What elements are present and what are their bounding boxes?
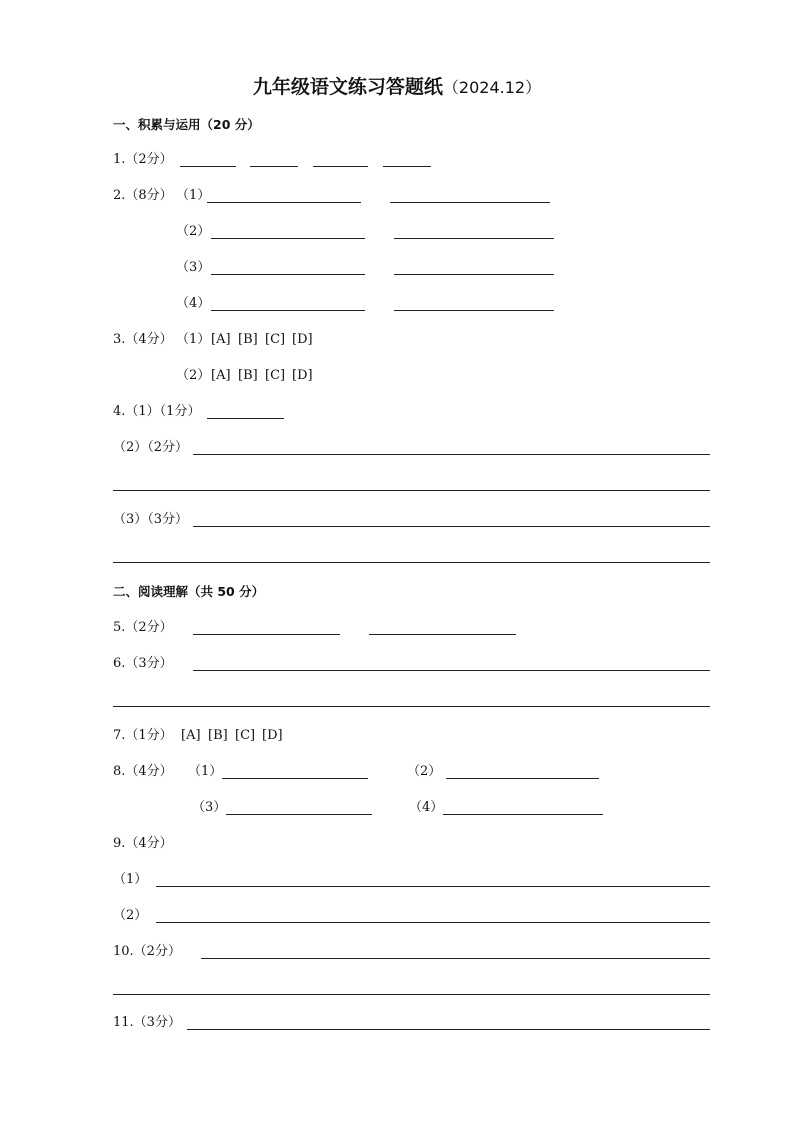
q9-sub-1: （1） (113, 872, 148, 887)
q9-2-line[interactable] (156, 922, 710, 923)
q2-1-blank-a[interactable] (207, 202, 361, 203)
q6-line-2[interactable] (113, 706, 710, 707)
q9-label: 9.（4分） (113, 836, 173, 851)
q2-sub-2: （2） (176, 224, 211, 239)
q7-option-c[interactable]: [C] (235, 728, 256, 743)
q10-line-2[interactable] (113, 994, 710, 995)
q4-label: 4.（1）（1分） (113, 404, 201, 419)
q2-4-blank-b[interactable] (394, 310, 554, 311)
q2-2-blank-a[interactable] (211, 238, 365, 239)
q8-sub-3: （3） (192, 800, 227, 815)
q5-blank-2[interactable] (369, 634, 516, 635)
q1-blank-4[interactable] (383, 166, 431, 167)
q7-option-a[interactable]: [A] (181, 728, 201, 743)
q2-sub-3: （3） (176, 260, 211, 275)
q4-2-line-1[interactable] (193, 454, 710, 455)
q2-3-blank-a[interactable] (211, 274, 365, 275)
q4-3-line-1[interactable] (193, 526, 710, 527)
q5-label: 5.（2分） (113, 620, 173, 635)
q4-3-label: （3）（3分） (113, 512, 189, 527)
q1-label: 1.（2分） (113, 152, 173, 167)
q4-2-line-2[interactable] (113, 490, 710, 491)
q4-1-blank[interactable] (207, 418, 284, 419)
q8-label: 8.（4分） (113, 764, 173, 779)
q11-line-1[interactable] (187, 1029, 710, 1030)
q3-1-option-a[interactable]: [A] (211, 332, 231, 347)
q3-2-option-a[interactable]: [A] (211, 368, 231, 383)
q7-label: 7.（1分） (113, 728, 173, 743)
q9-sub-2: （2） (113, 908, 148, 923)
q11-label: 11.（3分） (113, 1015, 181, 1030)
q2-sub-1: （1） (176, 188, 211, 203)
q8-sub-1: （1） (188, 764, 223, 779)
q8-3-blank[interactable] (226, 814, 372, 815)
q2-sub-4: （4） (176, 296, 211, 311)
q2-3-blank-b[interactable] (394, 274, 554, 275)
q8-sub-2: （2） (407, 764, 442, 779)
q3-1-option-b[interactable]: [B] (238, 332, 258, 347)
q4-3-line-2[interactable] (113, 562, 710, 563)
q8-4-blank[interactable] (443, 814, 603, 815)
q3-2-option-c[interactable]: [C] (265, 368, 286, 383)
q3-2-option-d[interactable]: [D] (292, 368, 313, 383)
q7-option-b[interactable]: [B] (208, 728, 228, 743)
q3-1-option-c[interactable]: [C] (265, 332, 286, 347)
q10-label: 10.（2分） (113, 944, 181, 959)
q2-1-blank-b[interactable] (390, 202, 550, 203)
q7-option-d[interactable]: [D] (262, 728, 283, 743)
q6-label: 6.（3分） (113, 656, 173, 671)
q3-sub-1: （1） (176, 332, 211, 347)
q1-blank-3[interactable] (313, 166, 368, 167)
q1-blank-2[interactable] (250, 166, 298, 167)
q2-label: 2.（8分） (113, 188, 173, 203)
page-title (0, 74, 794, 101)
title-date: （2024.12） (442, 78, 542, 97)
q2-2-blank-b[interactable] (394, 238, 554, 239)
q5-blank-1[interactable] (193, 634, 340, 635)
q10-line-1[interactable] (201, 958, 710, 959)
q3-sub-2: （2） (176, 368, 211, 383)
q8-2-blank[interactable] (446, 778, 599, 779)
title-text: 九年级语文练习答题纸 (252, 76, 443, 98)
q1-blank-1[interactable] (180, 166, 236, 167)
q4-2-label: （2）（2分） (113, 440, 189, 455)
q3-1-option-d[interactable]: [D] (292, 332, 313, 347)
section-2-heading: 二、阅读理解（共 50 分） (113, 584, 265, 599)
q6-line-1[interactable] (193, 670, 710, 671)
q2-4-blank-a[interactable] (211, 310, 365, 311)
q3-2-option-b[interactable]: [B] (238, 368, 258, 383)
q8-1-blank[interactable] (222, 778, 368, 779)
q3-label: 3.（4分） (113, 332, 173, 347)
section-1-heading: 一、积累与运用（20 分） (113, 117, 260, 132)
q8-sub-4: （4） (409, 800, 444, 815)
q9-1-line[interactable] (156, 886, 710, 887)
